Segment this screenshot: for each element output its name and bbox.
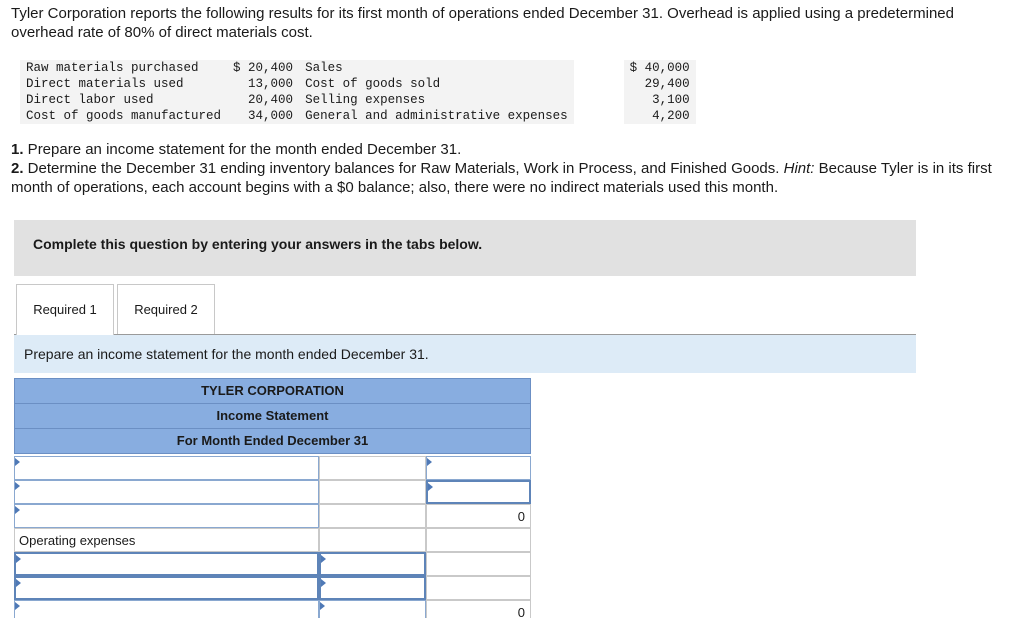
dropdown-marker-icon [15, 602, 20, 610]
subtotal-cell [426, 600, 531, 618]
statement-title: Income Statement [14, 403, 531, 429]
amount-input[interactable] [319, 552, 426, 576]
account-select[interactable] [14, 552, 319, 576]
account-select[interactable] [14, 600, 319, 618]
statement-row [14, 600, 531, 618]
given-row [20, 92, 696, 108]
amount-input[interactable] [426, 480, 531, 504]
given-row [20, 60, 696, 76]
given-row [20, 76, 696, 92]
account-field[interactable] [16, 554, 317, 574]
given-value: 4,200 [624, 108, 696, 124]
amount-input[interactable] [426, 456, 531, 480]
account-field[interactable] [15, 505, 318, 527]
amount-field[interactable] [321, 554, 424, 574]
question-list [11, 140, 1016, 197]
given-label: Direct materials used [20, 76, 227, 92]
hint-text: Because Tyler is in its first month of operations, each account begins with a $0 balance; also, there were no indirect materials used this month. [11, 160, 992, 196]
given-value: $ 20,400 [227, 60, 299, 76]
empty-cell [426, 552, 531, 576]
given-value: 3,100 [624, 92, 696, 108]
given-data-table [20, 60, 696, 124]
empty-cell [319, 504, 426, 528]
instruction-text: Complete this question by entering your answers in the tabs below. [33, 236, 483, 252]
prompt-text: Prepare an income statement for the month ended December 31. [24, 346, 429, 362]
given-label: Selling expenses [299, 92, 574, 108]
given-value: 34,000 [227, 108, 299, 124]
tab-prompt [14, 335, 916, 373]
question-text: Determine the December 31 ending inventory balances for Raw Materials, Work in Process, and Finished Goods. [23, 160, 784, 177]
empty-cell [426, 528, 531, 552]
tab-required-1[interactable]: Required 1 [16, 284, 114, 335]
account-field[interactable] [15, 481, 318, 503]
tab-bar [14, 284, 916, 335]
statement-period: For Month Ended December 31 [14, 428, 531, 454]
amount-input[interactable] [319, 600, 426, 618]
operating-expenses-label: Operating expenses [19, 533, 136, 548]
question-text: Prepare an income statement for the month ended December 31. [23, 141, 462, 158]
given-row [20, 108, 696, 124]
subtotal-value: 0 [517, 605, 525, 618]
statement-row [14, 576, 531, 600]
account-select[interactable] [14, 456, 319, 480]
statement-row [14, 480, 531, 504]
statement-row [14, 456, 531, 480]
account-select[interactable] [14, 480, 319, 504]
subtotal-cell [426, 504, 531, 528]
account-select[interactable] [14, 504, 319, 528]
instruction-banner [14, 220, 916, 276]
amount-field[interactable] [321, 578, 424, 598]
amount-field[interactable] [427, 457, 530, 479]
question-2 [11, 159, 1016, 197]
given-value: 20,400 [227, 92, 299, 108]
given-value: $ 40,000 [624, 60, 696, 76]
empty-cell [319, 528, 426, 552]
given-label: Cost of goods sold [299, 76, 574, 92]
given-label: Raw materials purchased [20, 60, 227, 76]
income-statement [14, 378, 531, 618]
question-number: 2. [11, 160, 24, 177]
account-select[interactable] [14, 576, 319, 600]
empty-cell [426, 576, 531, 600]
subtotal-value: 0 [517, 509, 525, 524]
given-value: 29,400 [624, 76, 696, 92]
question-1 [11, 140, 1016, 159]
statement-row [14, 504, 531, 528]
empty-cell [319, 480, 426, 504]
amount-field[interactable] [428, 482, 529, 502]
given-value: 13,000 [227, 76, 299, 92]
operating-expenses-label-cell [14, 528, 319, 552]
question-number: 1. [11, 141, 24, 158]
hint-label: Hint: [783, 160, 815, 177]
tab-required-2[interactable]: Required 2 [117, 284, 215, 334]
account-field[interactable] [15, 457, 318, 479]
given-label: Sales [299, 60, 574, 76]
given-label: General and administrative expenses [299, 108, 574, 124]
dropdown-marker-icon [320, 602, 325, 610]
account-field[interactable] [16, 578, 317, 598]
problem-intro: Tyler Corporation reports the following results for its first month of operations ended December 31. Overhead is applied using a predetermined overhead rate of 80% of direct materials cost. [11, 5, 954, 41]
given-label: Direct labor used [20, 92, 227, 108]
statement-row [14, 528, 531, 552]
statement-row [14, 552, 531, 576]
empty-cell [319, 456, 426, 480]
given-label: Cost of goods manufactured [20, 108, 227, 124]
amount-input[interactable] [319, 576, 426, 600]
statement-company: TYLER CORPORATION [14, 378, 531, 404]
